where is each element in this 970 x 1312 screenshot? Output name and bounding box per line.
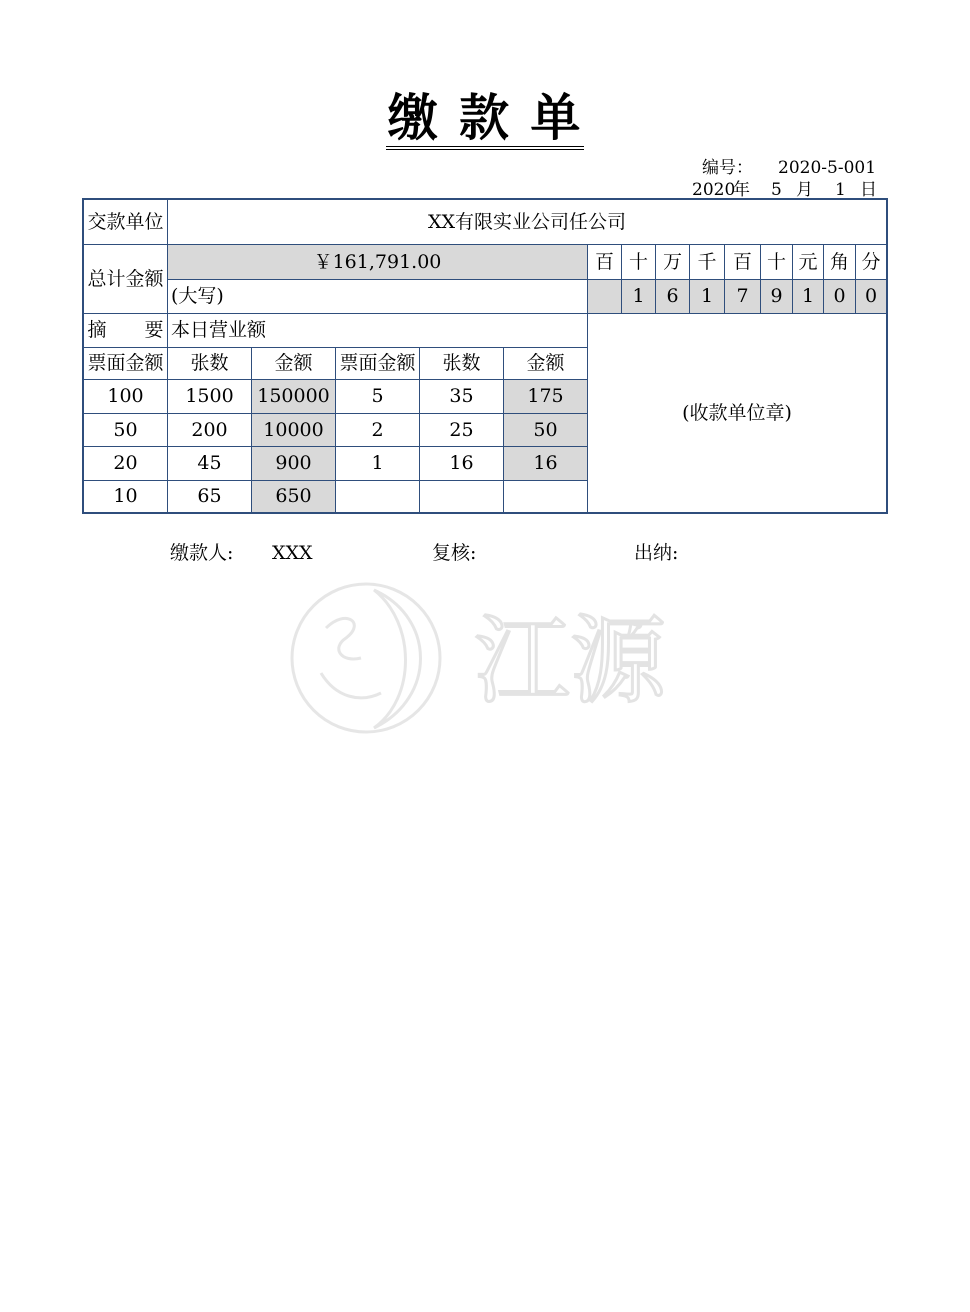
- table-cell: [503, 480, 588, 513]
- date-year-label: 年: [733, 180, 750, 200]
- table-cell: 150000: [251, 379, 336, 414]
- date-month: 5: [771, 180, 782, 200]
- table-cell: 45: [167, 446, 252, 481]
- summary-label: 摘 要: [83, 313, 168, 348]
- table-cell: 2: [335, 413, 420, 447]
- table-cell: 25: [419, 413, 504, 447]
- table-cell: 900: [251, 446, 336, 481]
- digit-header-hundred-million: 百: [587, 244, 622, 280]
- receiving-unit-stamp-area: (收款单位章): [587, 313, 887, 513]
- table-cell: [335, 480, 420, 513]
- table-cell: 1: [335, 446, 420, 481]
- watermark-logo: [286, 578, 686, 738]
- table-cell: 16: [419, 446, 504, 481]
- digit-header-yuan: 元: [792, 244, 824, 280]
- table-cell: 10: [83, 480, 168, 513]
- date-month-label: 月: [796, 180, 813, 200]
- digit-value: 1: [689, 279, 725, 314]
- header-amount: 金额: [503, 347, 588, 380]
- digit-value: 1: [621, 279, 656, 314]
- table-cell: 175: [503, 379, 588, 414]
- digit-header-hundred: 百: [724, 244, 761, 280]
- date-day-label: 日: [860, 180, 877, 200]
- total-amount: ￥161,791.00: [167, 244, 588, 280]
- table-cell: 35: [419, 379, 504, 414]
- digit-value: 6: [655, 279, 690, 314]
- table-cell: 50: [503, 413, 588, 447]
- digit-value: 9: [760, 279, 793, 314]
- digit-header-ten-thousand-unit: 万: [655, 244, 690, 280]
- table-cell: 650: [251, 480, 336, 513]
- date-year: 2020: [692, 180, 736, 200]
- digit-header-ten-million: 十: [621, 244, 656, 280]
- digit-value: [587, 279, 622, 314]
- digit-value: 1: [792, 279, 824, 314]
- table-cell: 5: [335, 379, 420, 414]
- table-cell: 50: [83, 413, 168, 447]
- serial-label: 编号：: [702, 158, 753, 178]
- header-count: 张数: [167, 347, 252, 380]
- table-cell: [419, 480, 504, 513]
- digit-header-thousand: 千: [689, 244, 725, 280]
- payer-label: 交款单位: [83, 199, 168, 245]
- table-cell: 65: [167, 480, 252, 513]
- table-cell: 16: [503, 446, 588, 481]
- header-amount: 金额: [251, 347, 336, 380]
- cashier-label: 出纳:: [634, 542, 679, 564]
- digit-header-jiao: 角: [823, 244, 856, 280]
- amount-in-words-label: (大写): [167, 279, 588, 314]
- digit-header-ten: 十: [760, 244, 793, 280]
- table-cell: 200: [167, 413, 252, 447]
- total-label: 总计金额: [83, 244, 168, 314]
- payer-name: XX有限实业公司任公司: [167, 199, 887, 245]
- digit-header-fen: 分: [855, 244, 887, 280]
- digit-value: 0: [823, 279, 856, 314]
- reviewer-label: 复核:: [432, 542, 477, 564]
- header-count: 张数: [419, 347, 504, 380]
- header-denomination: 票面金额: [83, 347, 168, 380]
- table-cell: 1500: [167, 379, 252, 414]
- table-cell: 10000: [251, 413, 336, 447]
- watermark-text: 江源: [474, 605, 666, 717]
- date-day: 1: [835, 180, 846, 200]
- serial-number: 2020-5-001: [778, 158, 877, 178]
- summary-value: 本日营业额: [167, 313, 588, 348]
- payer-signature-label: 缴款人:: [170, 542, 234, 564]
- payer-signature-value: XXX: [272, 542, 313, 564]
- header-denomination: 票面金额: [335, 347, 420, 380]
- table-cell: 100: [83, 379, 168, 414]
- document-title: 缴 款 单: [0, 88, 970, 150]
- digit-value: 0: [855, 279, 887, 314]
- table-cell: 20: [83, 446, 168, 481]
- digit-value: 7: [724, 279, 761, 314]
